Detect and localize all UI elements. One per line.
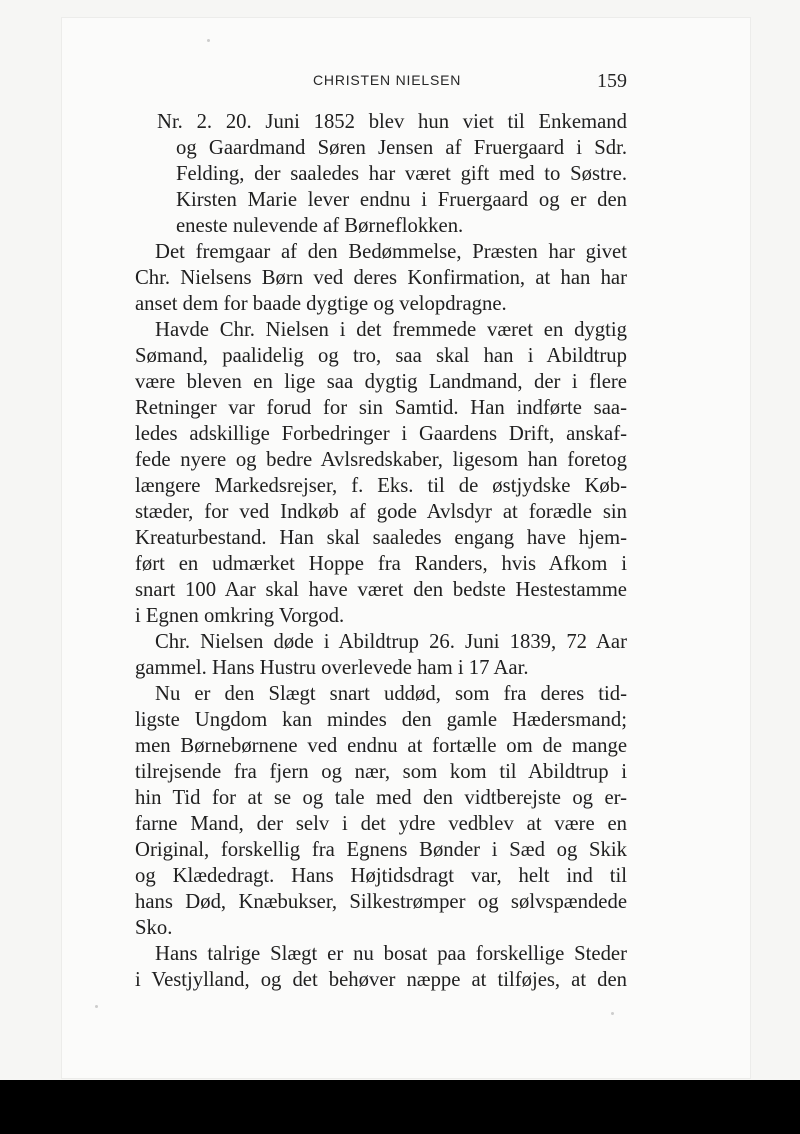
text-line: Original, forskellig fra Egnens Bønder i Sæd og Skik (135, 839, 627, 861)
text-line: farne Mand, der selv i det ydre vedblev at være en (135, 813, 627, 835)
text-line: Kirsten Marie lever endnu i Fruergaard og er den (176, 189, 627, 211)
text-line: gammel. Hans Hustru overlevede ham i 17 Aar. (135, 657, 529, 679)
text-line: Nr. 2. 20. Juni 1852 blev hun viet til Enkemand (157, 111, 627, 133)
text-line: Chr. Nielsen døde i Abildtrup 26. Juni 1839, 72 Aar (155, 631, 627, 653)
text-line: Retninger var forud for sin Samtid. Han indførte saa- (135, 397, 627, 419)
text-line: være bleven en lige saa dygtig Landmand, der i flere (135, 371, 627, 393)
text-line: Nu er den Slægt snart uddød, som fra deres tid- (155, 683, 627, 705)
text-line: og Klædedragt. Hans Højtidsdragt var, helt ind til (135, 865, 627, 887)
text-line: ledes adskillige Forbedringer i Gaardens Drift, anskaf- (135, 423, 627, 445)
text-line: Det fremgaar af den Bedømmelse, Præsten har givet (155, 241, 627, 263)
text-line: eneste nulevende af Børneflokken. (176, 215, 464, 237)
text-line: ført en udmærket Hoppe fra Randers, hvis Afkom i (135, 553, 627, 575)
text-line: Sømand, paalidelig og tro, saa skal han i Abildtrup (135, 345, 627, 367)
scan-speck (207, 39, 210, 42)
text-line: hin Tid for at se og tale med den vidtberejste og er- (135, 787, 627, 809)
text-line: fede nyere og bedre Avlsredskaber, ligesom han foretog (135, 449, 627, 471)
text-line: hans Død, Knæbukser, Silkestrømper og sølvspændede (135, 891, 627, 913)
text-line: ligste Ungdom kan mindes den gamle Hædersmand; (135, 709, 627, 731)
text-line: anset dem for baade dygtige og velopdragne. (135, 293, 507, 315)
running-title: CHRISTEN NIELSEN (313, 72, 462, 88)
text-line: Chr. Nielsens Børn ved deres Konfirmation, at han har (135, 267, 627, 289)
text-line: Havde Chr. Nielsen i det fremmede været en dygtig (155, 319, 627, 341)
text-line: men Børnebørnene ved endnu at fortælle om de mange (135, 735, 627, 757)
text-line: Hans talrige Slægt er nu bosat paa forskellige Steder (155, 943, 627, 965)
running-header (135, 70, 627, 94)
text-line: Felding, der saaledes har været gift med to Søstre. (176, 163, 627, 185)
scan-speck (611, 1012, 614, 1015)
text-line: Kreaturbestand. Han skal saaledes engang have hjem- (135, 527, 627, 549)
text-line: snart 100 Aar skal have været den bedste Hestestamme (135, 579, 627, 601)
text-line: i Egnen omkring Vorgod. (135, 605, 345, 627)
text-line: tilrejsende fra fjern og nær, som kom til Abildtrup i (135, 761, 627, 783)
scan-speck (95, 1005, 98, 1008)
text-line: længere Markedsrejser, f. Eks. til de østjydske Køb- (135, 475, 627, 497)
text-line: Sko. (135, 917, 173, 939)
page-number: 159 (597, 70, 627, 92)
text-line: i Vestjylland, og det behøver næppe at tilføjes, at den (135, 969, 627, 991)
text-line: stæder, for ved Indkøb af gode Avlsdyr at forædle sin (135, 501, 627, 523)
black-scan-border (0, 1080, 800, 1134)
text-line: og Gaardmand Søren Jensen af Fruergaard i Sdr. (176, 137, 627, 159)
